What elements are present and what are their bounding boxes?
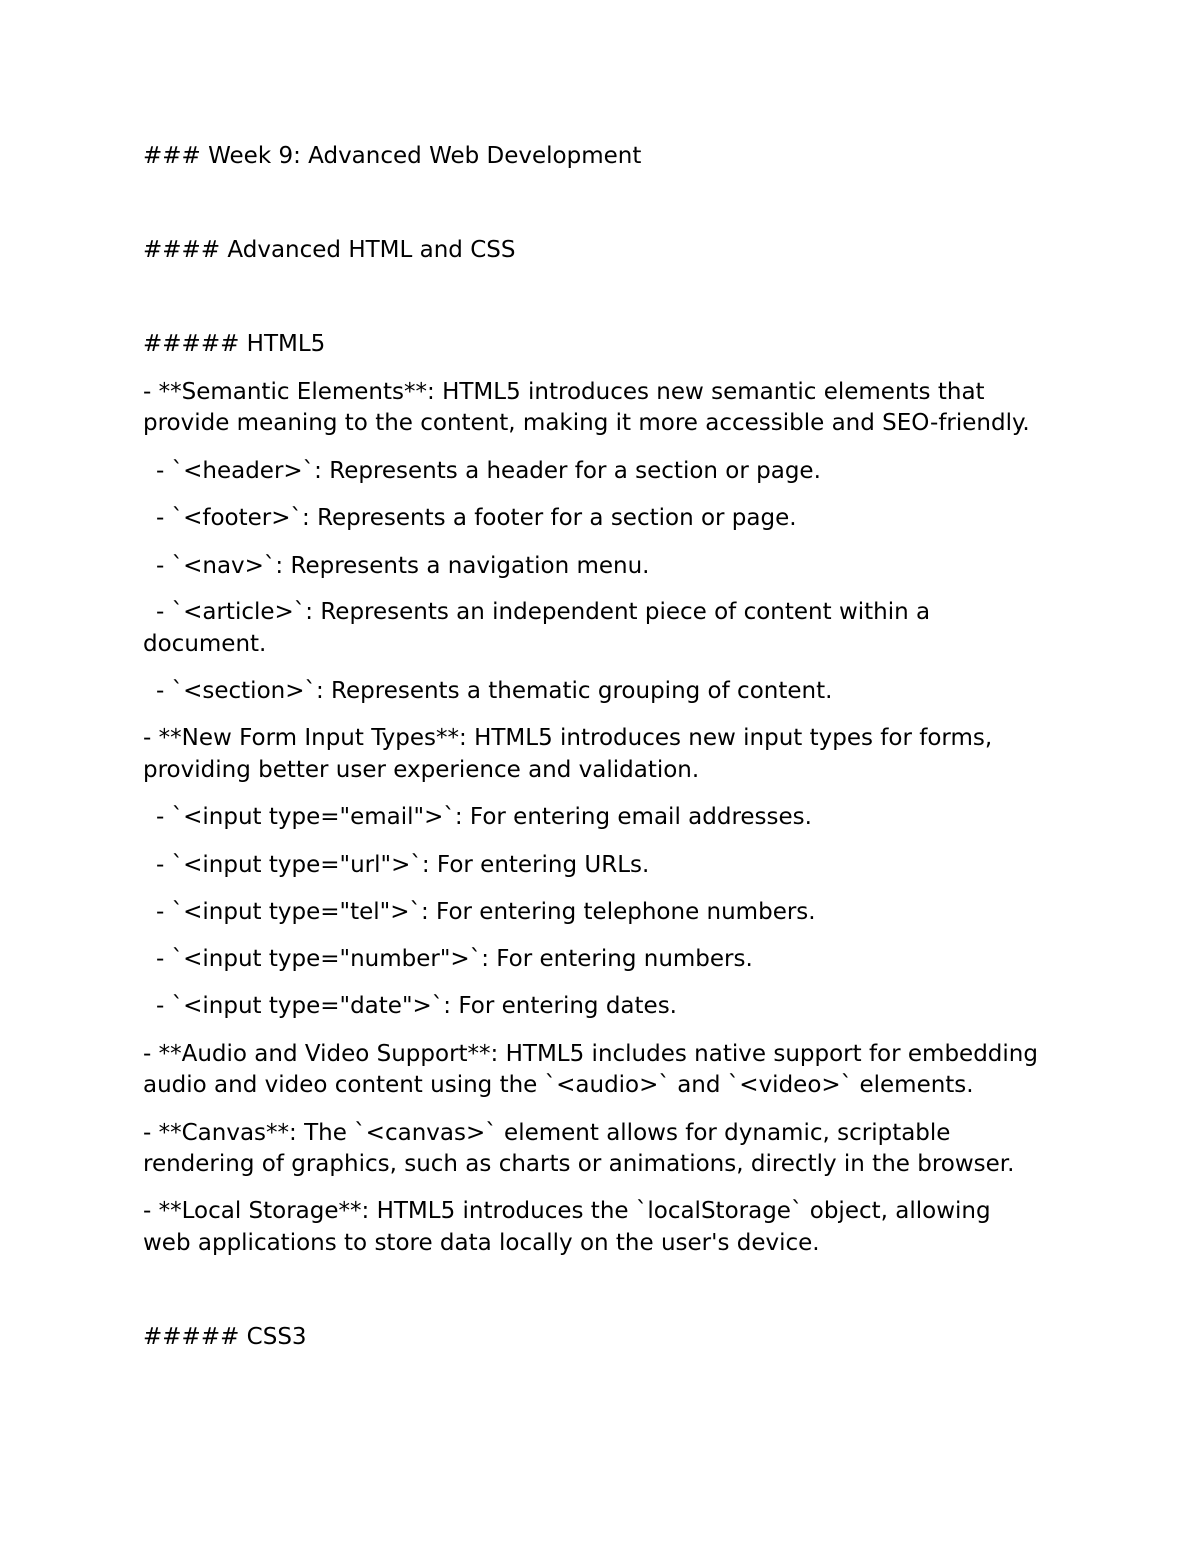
semantic-elements-line-2: provide meaning to the content, making it more accessible and SEO-friendly.: [143, 410, 1030, 436]
semantic-item-article-cont: document.: [143, 631, 267, 657]
canvas-line-1: - **Canvas**: The `<canvas>` element allows for dynamic, scriptable: [143, 1120, 951, 1146]
form-item-date: - `<input type="date">`: For entering dates.: [156, 993, 677, 1019]
week-heading: ### Week 9: Advanced Web Development: [143, 143, 642, 169]
form-item-url: - `<input type="url">`: For entering URLs.: [156, 852, 650, 878]
semantic-item-footer: - `<footer>`: Represents a footer for a section or page.: [156, 505, 797, 531]
local-storage-line-2: web applications to store data locally on the user's device.: [143, 1230, 820, 1256]
html5-heading: ##### HTML5: [143, 331, 326, 357]
local-storage-line-1: - **Local Storage**: HTML5 introduces the `localStorage` object, allowing: [143, 1198, 991, 1224]
semantic-item-header: - `<header>`: Represents a header for a section or page.: [156, 458, 821, 484]
section-heading: #### Advanced HTML and CSS: [143, 237, 516, 263]
css3-heading: ##### CSS3: [143, 1324, 307, 1350]
canvas-line-2: rendering of graphics, such as charts or animations, directly in the browser.: [143, 1151, 1015, 1177]
semantic-elements-line-1: - **Semantic Elements**: HTML5 introduces new semantic elements that: [143, 379, 985, 405]
form-input-types-line-2: providing better user experience and validation.: [143, 757, 700, 783]
audio-video-line-2: audio and video content using the `<audio>` and `<video>` elements.: [143, 1072, 974, 1098]
form-input-types-line-1: - **New Form Input Types**: HTML5 introduces new input types for forms,: [143, 725, 993, 751]
form-item-tel: - `<input type="tel">`: For entering telephone numbers.: [156, 899, 816, 925]
semantic-item-section: - `<section>`: Represents a thematic grouping of content.: [156, 678, 833, 704]
semantic-item-article: - `<article>`: Represents an independent piece of content within a: [156, 599, 931, 625]
semantic-item-nav: - `<nav>`: Represents a navigation menu.: [156, 553, 650, 579]
audio-video-line-1: - **Audio and Video Support**: HTML5 includes native support for embedding: [143, 1041, 1038, 1067]
form-item-number: - `<input type="number">`: For entering numbers.: [156, 946, 753, 972]
form-item-email: - `<input type="email">`: For entering email addresses.: [156, 804, 812, 830]
